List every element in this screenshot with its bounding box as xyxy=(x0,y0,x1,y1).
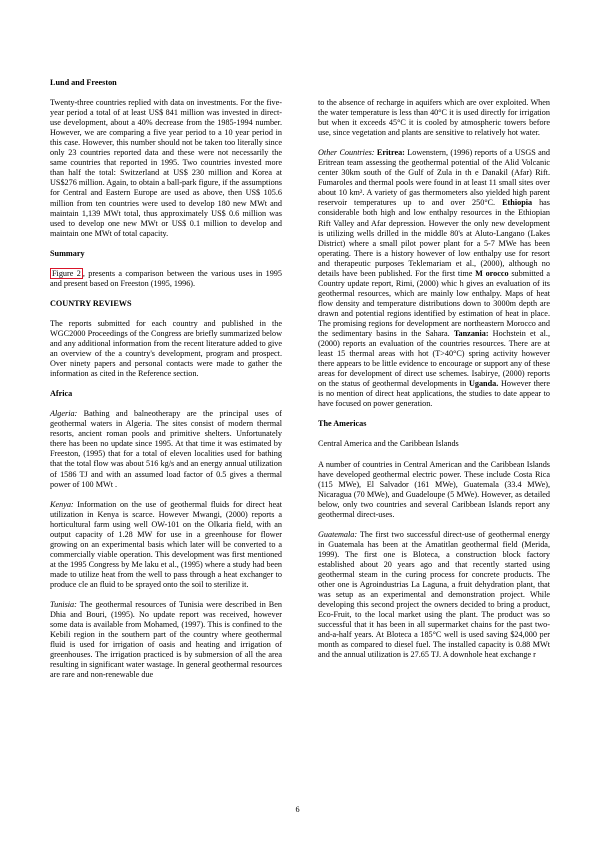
tanzania-label: Tanzania: xyxy=(453,329,489,339)
uganda-label: Uganda. xyxy=(468,379,499,389)
paragraph-algeria xyxy=(50,409,282,489)
algeria-text: Bathing and balneotherapy are the principal uses of geothermal waters in Algeria. The sites consist of modern thermal resorts, ancient roman pools and primitive shelters. Unfortunately there has been no update since 1995. At that time it was estimated by Freeston, (1995) that for a total of eleven localities used for bathing that the total flow was about 516 kg/s and an energy annual utilization of 1586 TJ and with an assumed load factor of 0.5 gives a thermal power of 100 MWt . xyxy=(50,409,282,489)
section-heading-americas: The Americas xyxy=(318,419,367,429)
summary-text: , presents a comparison between the various uses in 1995 and present based on Freeston (1995, 1996). xyxy=(50,268,282,288)
paragraph-other-countries xyxy=(318,148,550,409)
section-heading-africa: Africa xyxy=(50,389,73,399)
paragraph-tunisia xyxy=(50,600,282,680)
subheading-central-america: Central America and the Caribbean Islands xyxy=(318,439,459,449)
guatemala-label: Guatemala: xyxy=(318,529,358,539)
uganda-text: However there is no mention of direct heat applications, the studies to date appear to have focused on power generation. xyxy=(318,379,550,409)
section-heading-lund-freeston: Lund and Freeston xyxy=(50,78,117,87)
guatemala-text: The first two successful direct-use of geothermal energy in Guatemala has been at the Amatitlan geothermal field (Merida, 1999). The first one is Bloteca, a construction block factory established about 20 years ago and that recently started using geothermal steam in the curing process for concrete products. The other one is Agroindustrias La Laguna, a fruit dehydration plant, that was setup as an experimental and demonstration project. While developing this second project the owners decided to bring a product, Eco-Fruit, to the local market using the plant. The product was so successful that it has been in all supermarket chains for the past two-and-a-half years. At Bloteca a 185°C well is used saving $24,000 per month as compared to diesel fuel. The installed capacity is 0.88 MWt and the annual utilization is 27.65 TJ. A downhole heat exchange r xyxy=(318,529,550,660)
paragraph-summary xyxy=(50,269,282,289)
section-heading-summary: Summary xyxy=(50,248,85,258)
paragraph-central-america: A number of countries in Central American and the Caribbean Islands have developed geothermal electric power. These include Costa Rica (115 MWe), El Salvador (161 MWe), Guatemala (33.4 MWe), Nicaragua (70 MWe), and Guadeloupe (5 MWe). However, as detailed below, only two countries and several Caribbean Islands report any geothermal direct-uses. xyxy=(318,459,550,519)
page-number: 6 xyxy=(295,805,300,814)
eritrea-label: Eritrea: xyxy=(376,148,405,158)
kenya-label: Kenya: xyxy=(50,499,74,509)
paragraph-investments: Twenty-three countries replied with data on investments. For the five-year period a total of at least US$ 841 million was invested in direct-use development, about a 40% decrease from the 1985-1994 number. However, we are comparing a five year period to a 10 year period in this case. However, this number should not be taken too literally since only 23 countries reported data and these were not necessarily the same countries that reported in 1995. Two countries invested more than half the total: Switzerland at US$ 230 million and Korea at US$276 million. Again, to obtain a ball-park figure, if the assumptions for Central and Eastern Europe are used as above, then US$ 105.6 million from ten countries were used to develop 180 new MWt and maintain 1,139 MWt total, thus approximately US$ 0.6 million was used to develop one new MWt or US$ 0.1 million to develop and maintain one MWt of total capacity. xyxy=(50,98,282,238)
right-column xyxy=(318,98,550,670)
left-column xyxy=(50,78,282,690)
paragraph-guatemala xyxy=(318,530,550,661)
ethiopia-text: has considerable both high and low enthalpy resources in the Ethiopian Rift Valley and Afar depression. However the only new development is utilizing wells drilled in the middle 80's at Aluto-Langano (Lakes District) where a small pilot power plant for a 5-7 MWe has been operating. There is a history however of low enthalpy use for resort and therapeutic purposes Teklemariam et al., (2000), although no details have been published. For the first time xyxy=(318,198,550,278)
tunisia-label: Tunisia: xyxy=(50,600,77,610)
paragraph-kenya xyxy=(50,500,282,590)
tunisia-text: The geothermal resources of Tunisia were described in Ben Dhia and Bouri, (1995). No update report was received, however some data is available from Mohamed, (1997). This is confined to the Kebili region in the southern part of the country where geothermal fluid is used for irrigation of oasis and heating and irrigation of greenhouses. The irrigation practiced is by submersion of all the area resulting in significant water wastage. In general geothermal resources are rare and non-renewable due xyxy=(50,600,282,680)
algeria-label: Algeria: xyxy=(50,409,78,419)
tanzania-text: Hochstein et al., (2000) reports an evaluation of the countries resources. There are at least 15 thermal areas with hot (T>40°C) spring activity however there appears to be little evidence to encourage or support any of these areas for development of direct use schemes. Isabirye, (2000) reports on the status of geothermal developments in xyxy=(318,329,550,389)
morocco-label: M orocco xyxy=(475,268,509,278)
figure-2-link[interactable]: Figure 2 xyxy=(52,268,81,278)
ethiopia-label: Ethiopia xyxy=(502,198,533,208)
section-heading-country-reviews: COUNTRY REVIEWS xyxy=(50,298,132,308)
other-countries-label: Other Countries: xyxy=(318,148,375,158)
paragraph-country-reviews: The reports submitted for each country and published in the WGC2000 Proceedings of the Congress are briefly summarized below and any additional information from the recent literature added to give an overview of the a country's development, program and prospect. Over ninety papers and personal contacts were made to gather the information as cited in the Reference section. xyxy=(50,318,282,379)
paragraph-tunisia-continued: to the absence of recharge in aquifers which are over exploited. When the water temperature is less than 40°C it is used directly for irrigation but when it exceeds 45°C it is cooled by atmospheric towers before use, since vegetation and plants are sensitive to relatively hot water. xyxy=(318,98,550,138)
morocco-text: submitted a Country update report, Rimi, (2000) whic h gives an evaluation of its geothermal resources, which are mainly low enthalpy. Maps of heat flow density and temperature distributions down to 3000m depth are drawn and potential regions identified by estimation of heat in place. The promising regions for development are northeastern Morocco and the sedimentary basins in the Sahara. xyxy=(318,268,550,339)
kenya-text: Information on the use of geothermal fluids for direct heat utilization in Kenya is scarce. However Mwangi, (2000) reports a horticultural farm using well OW-101 on the Olkaria field, with an output capacity of 1.28 MW for use in a greenhouse for flower growing on an experimental basis which later will be converted to a commercially viable operation. This development was first mentioned at the 1995 Congress by Me laku et al., (1995) where a study had been made to utilize heat from the well to pass through a heat exchanger to produce cle an fluid to be sprayed onto the soil to sterilize it. xyxy=(50,499,282,589)
eritrea-text: Lowenstern, (1996) reports of a USGS and Eritrean team assessing the geothermal potential of the Alid Volcanic center 30km south of the Gulf of Zula in th e Danakil (Afar) Rift. Fumaroles and thermal pools were found in at least 11 small sites over about 10 km². A variety of gas thermometers also yielded high parent reservoir temperatures up to and over 250°C. xyxy=(318,148,550,208)
